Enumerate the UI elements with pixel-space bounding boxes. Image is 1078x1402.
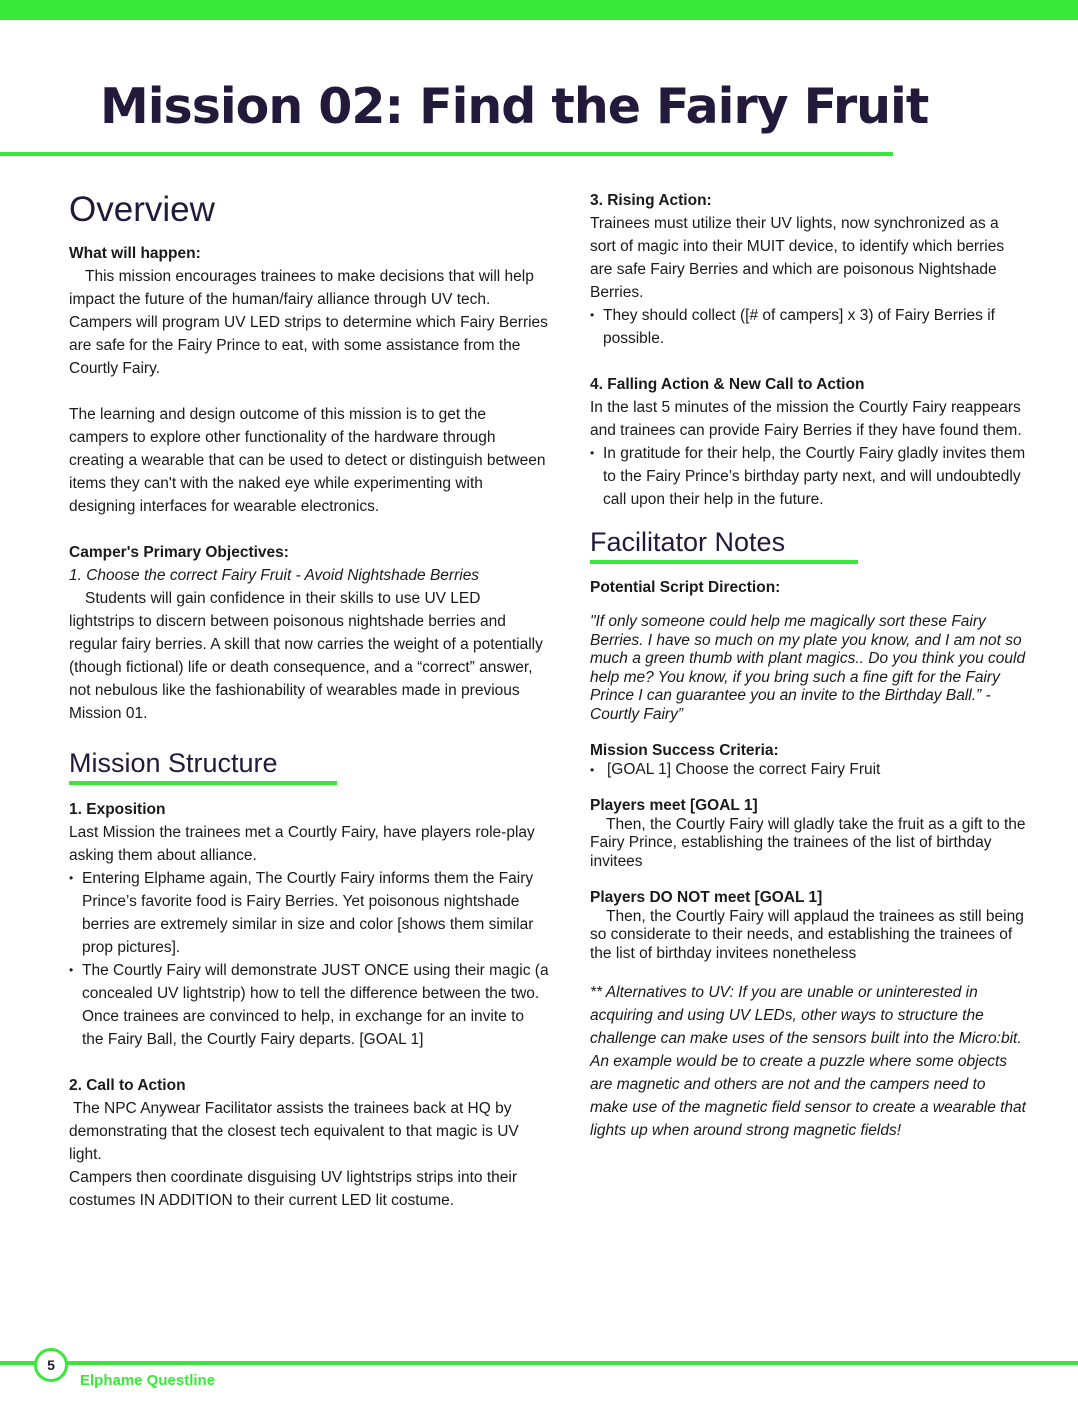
footer-rule	[0, 1361, 1078, 1365]
list-item: • The Courtly Fairy will demonstrate JUST ONCE using their magic (a concealed UV lightstrip) how to tell the difference between the two. Once trainees are convinced to help, in exchange for an invite to the Fairy Ball, the Courtly Fairy departs. [GOAL 1]	[69, 959, 549, 1051]
rising-action-bullets	[590, 304, 1026, 350]
page-number: 5	[34, 1348, 68, 1382]
script-direction-text: "If only someone could help me magically sort these Fairy Berries. I have so much on my plate you know, and I am not so much a green thumb with plant magics.. Do you think you could help me? You know, if you bring such a fine gift for the Fairy Prince I can guarantee you an invite to the Birthday Ball.” - Courtly Fairy”	[590, 613, 1026, 723]
objectives-label: Camper's Primary Objectives:	[69, 544, 289, 561]
list-item: • Entering Elphame again, The Courtly Fairy informs them the Fairy Prince’s favorite food is Fairy Berries. Yet poisonous nightshade berries are extremely similar in size and color [shows them similar prop pictures].	[69, 867, 549, 959]
mission-structure-heading: Mission Structure	[69, 748, 278, 778]
exposition-label: 1. Exposition	[69, 801, 166, 818]
players-not-meet-text: Then, the Courtly Fairy will applaud the trainees as still being so considerate to their needs, and establishing the trainees of the list of birthday invitees nonetheless	[590, 907, 1024, 962]
list-item: • [GOAL 1] Choose the correct Fairy Fruit	[590, 761, 1026, 780]
falling-action-label: 4. Falling Action & New Call to Action	[590, 376, 865, 393]
left-column	[69, 190, 549, 1212]
objective-item: 1. Choose the correct Fairy Fruit - Avoid Nightshade Berries	[69, 567, 480, 584]
falling-action-text: In the last 5 minutes of the mission the Courtly Fairy reappears and trainees can provide Fairy Berries if they have found them.	[590, 399, 1022, 439]
right-column	[590, 189, 1026, 1142]
mission-structure-underline	[69, 781, 337, 785]
list-item: • In gratitude for their help, the Courtly Fairy gladly invites them to the Fairy Prince’s birthday party next, and will undoubtedly call upon their help in the future.	[590, 442, 1026, 511]
overview-heading: Overview	[69, 190, 215, 229]
title-underline	[0, 152, 893, 156]
players-meet-label: Players meet [GOAL 1]	[590, 797, 758, 814]
success-criteria-bullets	[590, 761, 1026, 780]
exposition-text: Last Mission the trainees met a Courtly Fairy, have players role-play asking them about alliance.	[69, 824, 535, 864]
facilitator-notes-heading: Facilitator Notes	[590, 527, 786, 557]
rising-action-label: 3. Rising Action:	[590, 192, 712, 209]
falling-action-bullets	[590, 442, 1026, 511]
rising-action-text: Trainees must utilize their UV lights, now synchronized as a sort of magic into their MUIT device, to identify which berries are safe Fairy Berries and which are poisonous Nightshade Berries.	[590, 215, 1005, 301]
footer-label: Elphame Questline	[80, 1372, 216, 1389]
what-will-happen-text: This mission encourages trainees to make decisions that will help impact the future of the human/fairy alliance through UV tech. Campers will program UV LED strips to determine which Fairy Berries are safe for the Fairy Prince to eat, with some assistance from the Courtly Fairy.	[69, 268, 548, 377]
call-to-action-label: 2. Call to Action	[69, 1077, 186, 1094]
alternatives-note: ** Alternatives to UV: If you are unable or uninterested in acquiring and using UV LEDs, other ways to structure the challenge can make uses of the sensors built into the Micro:bit. An example would be to create a puzzle where some objects are magnetic and others are not and the campers need to make use of the magnetic field sensor to create a wearable that lights up when around strong magnetic fields!	[590, 984, 1026, 1139]
players-meet-text: Then, the Courtly Fairy will gladly take the fruit as a gift to the Fairy Prince, establishing the trainees of the list of birthday invitees	[590, 815, 1026, 870]
list-item: • They should collect ([# of campers] x 3) of Fairy Berries if possible.	[590, 304, 1026, 350]
what-will-happen-label: What will happen:	[69, 245, 201, 262]
script-direction-label: Potential Script Direction:	[590, 579, 781, 596]
facilitator-notes-underline	[590, 560, 858, 564]
success-criteria-label: Mission Success Criteria:	[590, 742, 779, 759]
objective-text: Students will gain confidence in their skills to use UV LED lightstrips to discern between poisonous nightshade berries and regular fairy berries. A skill that now carries the weight of a potentially (though fictional) life or death consequence, and a “correct” answer, not nebulous like the fashionability of wearables made in previous Mission 01.	[69, 590, 543, 722]
page-title: Mission 02: Find the Fairy Fruit	[100, 78, 929, 135]
exposition-bullets	[69, 867, 549, 1051]
top-accent-bar	[0, 0, 1078, 20]
players-not-meet-label: Players DO NOT meet [GOAL 1]	[590, 889, 823, 906]
learning-outcome-text: The learning and design outcome of this mission is to get the campers to explore other functionality of the hardware through creating a wearable that can be used to detect or distinguish between items they can't with the naked eye while experimenting with designing interfaces for wearable electronics.	[69, 406, 546, 515]
call-to-action-text: The NPC Anywear Facilitator assists the trainees back at HQ by demonstrating that the closest tech equivalent to that magic is UV light.	[69, 1100, 519, 1163]
call-to-action-text-2: Campers then coordinate disguising UV lightstrips strips into their costumes IN ADDITION to their current LED lit costume.	[69, 1169, 517, 1209]
